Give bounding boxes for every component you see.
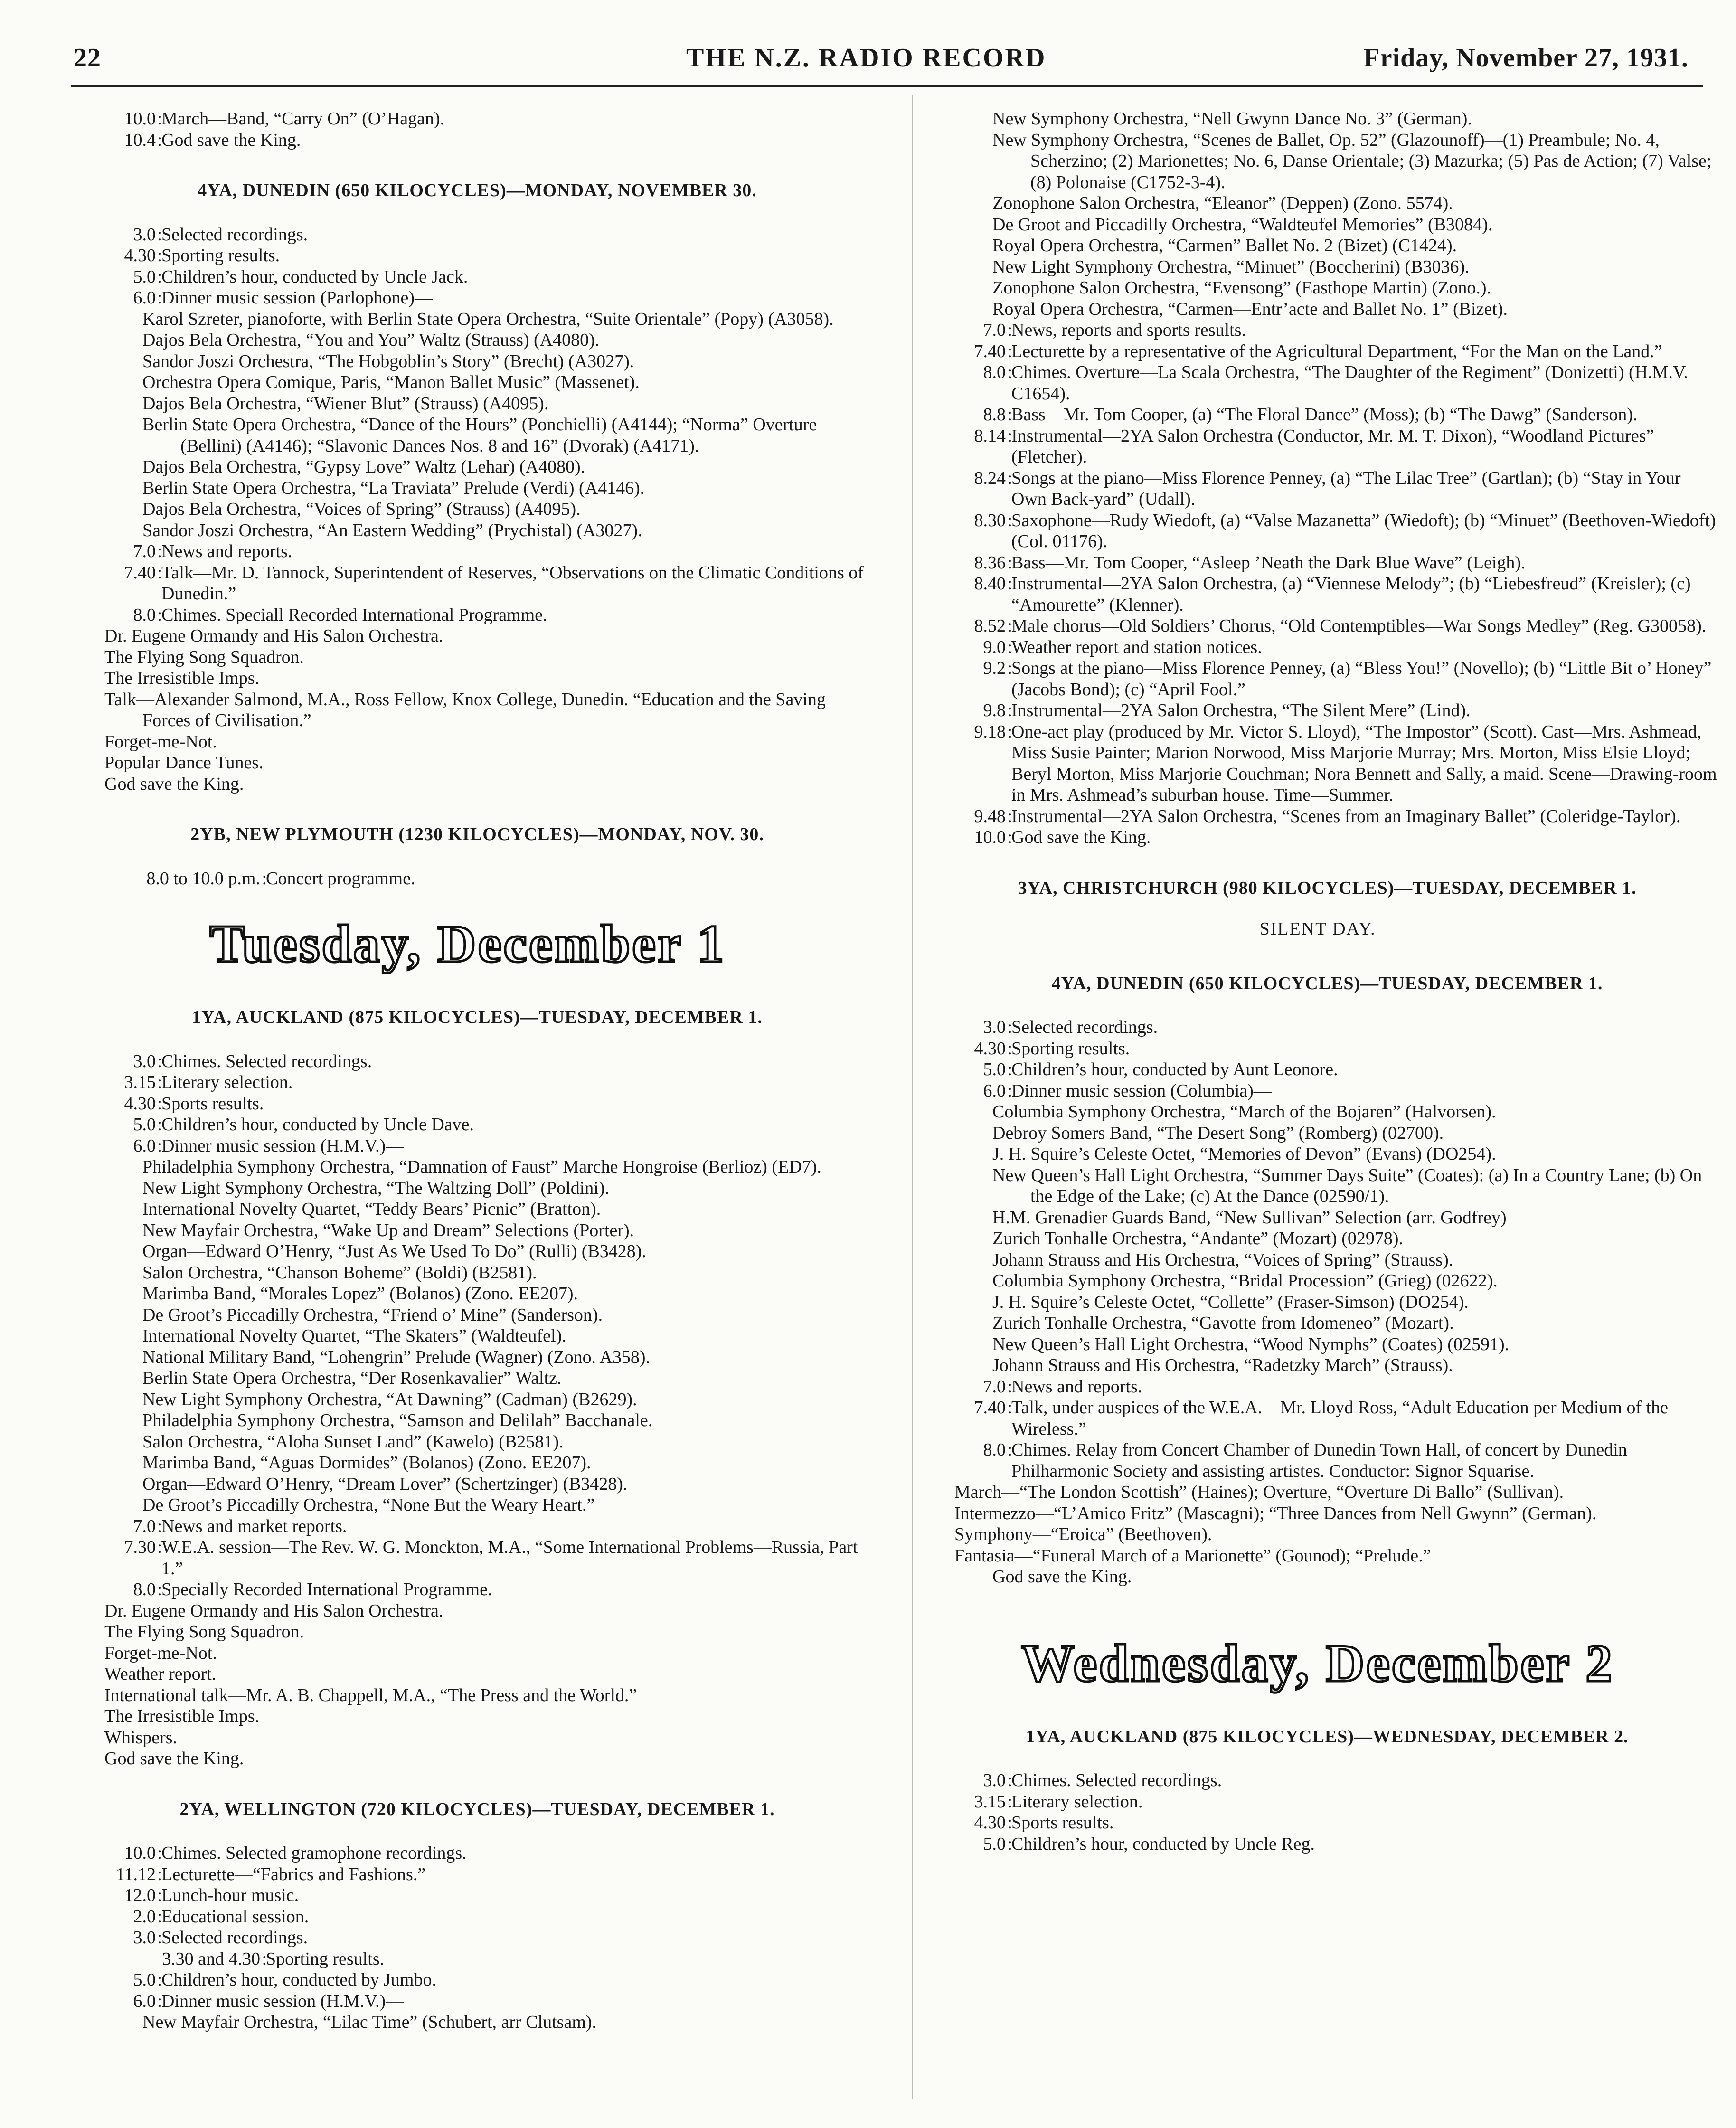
programme-list [66, 541, 869, 625]
programme-list [916, 1017, 1719, 1101]
programme-item: 9.0 : Weather report and station notices. [916, 637, 1719, 658]
sub-item: God save the King. [104, 1749, 244, 1769]
music-item: H.M. Grenadier Guards Band, “New Sullivan” Selection (arr. Godfrey) [992, 1207, 1507, 1228]
programme-list [916, 1376, 1719, 1482]
music-item: Zonophone Salon Orchestra, “Evensong” (Easthope Martin) (Zono.). [992, 278, 1491, 298]
programme-item: 6.0 : Dinner music session (H.M.V.)— [66, 1135, 869, 1157]
music-item: Columbia Symphony Orchestra, “March of the Bojaren” (Halvorsen). [992, 1102, 1496, 1122]
programme-item: 3.0 : Selected recordings. [916, 1017, 1719, 1038]
right-column [916, 108, 1719, 1854]
programme-item: 9.48 : Instrumental—2YA Salon Orchestra, “Scenes from an Imaginary Ballet” (Coleridge-Taylor). [916, 806, 1719, 827]
music-item: Philadelphia Symphony Orchestra, “Samson and Delilah” Bacchanale. [142, 1410, 653, 1430]
music-item: Zurich Tonhalle Orchestra, “Gavotte from Idomeneo” (Mozart). [992, 1313, 1454, 1333]
programme-item: 5.0 : Children’s hour, conducted by Uncle Dave. [66, 1114, 869, 1135]
programme-list [916, 320, 1719, 848]
sub-item: The Flying Song Squadron. [104, 647, 304, 667]
music-item: Salon Orchestra, “Aloha Sunset Land” (Kawelo) (B2581). [142, 1431, 564, 1452]
programme-item: 10.0 : March—Band, “Carry On” (O’Hagan). [66, 108, 869, 130]
closing-item: God save the King. [992, 1567, 1132, 1587]
programme-item: 12.0 : Lunch-hour music. [66, 1885, 869, 1906]
station-heading: 2YA, WELLINGTON (720 KILOCYCLES)—TUESDAY, DECEMBER 1. [179, 1799, 775, 1819]
sub-item: The Irresistible Imps. [104, 1706, 260, 1726]
station-heading: 4YA, DUNEDIN (650 KILOCYCLES)—TUESDAY, DECEMBER 1. [1051, 973, 1603, 993]
station-heading: 3YA, CHRISTCHURCH (980 KILOCYCLES)—TUESDAY, DECEMBER 1. [1018, 878, 1637, 898]
programme-item: 3.15 : Literary selection. [66, 1072, 869, 1093]
programme-item: 8.0 : Specially Recorded International Programme. [66, 1579, 869, 1600]
music-item: J. H. Squire’s Celeste Octet, “Collette” (Fraser-Simson) (DO254). [992, 1292, 1469, 1312]
programme-item: 5.0 : Children’s hour, conducted by Aunt Leonore. [916, 1059, 1719, 1080]
programme-item: 7.40 : Talk—Mr. D. Tannock, Superintendent of Reserves, “Observations on the Climatic Conditions of Dunedin.” [66, 562, 869, 605]
music-item: International Novelty Quartet, “The Skaters” (Waldteufel). [142, 1326, 566, 1346]
programme-list [66, 1051, 869, 1157]
music-item: New Light Symphony Orchestra, “Minuet” (Boccherini) (B3036). [992, 256, 1470, 277]
programme-item: 11.12 : Lecturette—“Fabrics and Fashions.” [66, 1864, 869, 1885]
music-item: Organ—Edward O’Henry, “Just As We Used To Do” (Rulli) (B3428). [142, 1241, 646, 1261]
music-item: Berlin State Opera Orchestra, “La Traviata” Prelude (Verdi) (A4146). [142, 478, 645, 498]
programme-item: 3.30 and 4.30 : Sporting results. [66, 1948, 869, 1970]
music-list [916, 108, 1719, 320]
music-item: Berlin State Opera Orchestra, “Der Rosenkavalier” Waltz. [142, 1368, 562, 1388]
sub-list [66, 625, 869, 794]
music-item: Dajos Bela Orchestra, “Voices of Spring” (Strauss) (A4095). [142, 499, 581, 519]
left-column [66, 108, 869, 2033]
programme-list [66, 224, 869, 309]
music-item: Orchestra Opera Comique, Paris, “Manon Ballet Music” (Massenet). [142, 372, 640, 392]
programme-item: 9.8 : Instrumental—2YA Salon Orchestra, “The Silent Mere” (Lind). [916, 700, 1719, 721]
programme-item: 8.8 : Bass—Mr. Tom Cooper, (a) “The Floral Dance” (Moss); (b) “The Dawg” (Sanderson). [916, 404, 1719, 426]
programme-item: 7.40 : Lecturette by a representative of the Agricultural Department, “For the Man on the Land.” [916, 341, 1719, 362]
music-item: Berlin State Opera Orchestra, “Dance of the Hours” (Ponchielli) (A4144); “Norma” Overture (Bellini) (A4146); “Slavonic Dances Nos. 8 and 16” (Dvorak) (A4171). [142, 415, 817, 456]
programme-item: 3.0 : Chimes. Selected recordings. [916, 1770, 1719, 1791]
programme-item: 3.0 : Selected recordings. [66, 1927, 869, 1948]
sub-item: Talk—Alexander Salmond, M.A., Ross Fellow, Knox College, Dunedin. “Education and the Saving Forces of Civilisation.” [104, 689, 826, 730]
music-list [66, 2012, 869, 2033]
music-item: Sandor Joszi Orchestra, “An Eastern Wedding” (Prychistal) (A3027). [142, 520, 642, 540]
sub-item: Popular Dance Tunes. [104, 753, 264, 773]
column-divider [912, 95, 913, 2099]
music-item: Dajos Bela Orchestra, “You and You” Waltz (Strauss) (A4080). [142, 330, 600, 350]
header-rule [71, 85, 1703, 87]
programme-item: 7.0 : News and reports. [66, 541, 869, 562]
sub-item: Forget-me-Not. [104, 731, 217, 752]
programme-item: 5.0 : Children’s hour, conducted by Uncle Jack. [66, 266, 869, 288]
music-item: Dajos Bela Orchestra, “Gypsy Love” Waltz (Lehar) (A4080). [142, 457, 585, 477]
music-item: Karol Szreter, pianoforte, with Berlin State Opera Orchestra, “Suite Orientale” (Popy) (A3058). [142, 309, 834, 329]
programme-item: 7.40 : Talk, under auspices of the W.E.A.—Mr. Lloyd Ross, “Adult Education per Medium of the Wireless.” [916, 1397, 1719, 1439]
sub-item: Intermezzo—“L’Amico Fritz” (Mascagni); “Three Dances from Nell Gwynn” (German). [954, 1503, 1597, 1523]
programme-item: 4.30 : Sporting results. [66, 245, 869, 266]
music-item: Marimba Band, “Morales Lopez” (Bolanos) (Zono. EE207). [142, 1284, 578, 1304]
programme-item: 9.18 : One-act play (produced by Mr. Victor S. Lloyd), “The Impostor” (Scott). Cast—Mrs. Ashmead, Miss Susie Painter; Marion Norwood, Miss Marjorie Murray; Mrs. Morton, Miss Elsie Lloyd; Beryl Morton, Miss Marjorie Couchman; Nora Bennett and Sally, a maid. Scene—Drawing-room in Mrs. Ashmead’s suburban house. Time—Summer. [916, 721, 1719, 806]
programme-item: 5.0 : Children’s hour, conducted by Uncle Reg. [916, 1834, 1719, 1855]
sub-item: Fantasia—“Funeral March of a Marionette” (Gounod); “Prelude.” [954, 1545, 1431, 1566]
music-item: New Symphony Orchestra, “Scenes de Ballet, Op. 52” (Glazounoff)—(1) Preambule; No. 4, Scherzino; (2) Marionettes; No. 6, Danse Orientale; (3) Mazurka; (5) Pas de Action; (7) Valse; (8) Polonaise (C1752-3-4). [992, 130, 1712, 192]
music-item: Royal Opera Orchestra, “Carmen” Ballet No. 2 (Bizet) (C1424). [992, 236, 1457, 255]
music-item: International Novelty Quartet, “Teddy Bears’ Picnic” (Bratton). [142, 1199, 601, 1219]
programme-item: 3.0 : Chimes. Selected recordings. [66, 1051, 869, 1072]
music-item: De Groot’s Piccadilly Orchestra, “None But the Weary Heart.” [142, 1495, 595, 1515]
programme-list [66, 108, 869, 151]
programme-item: 4.30 : Sports results. [916, 1812, 1719, 1834]
programme-list [66, 1516, 869, 1600]
page-number: 22 [74, 43, 101, 73]
sub-list [66, 1600, 869, 1769]
sub-item: The Flying Song Squadron. [104, 1622, 304, 1642]
music-item: New Queen’s Hall Light Orchestra, “Wood Nymphs” (Coates) (02591). [992, 1334, 1510, 1354]
programme-item: 7.30 : W.E.A. session—The Rev. W. G. Monckton, M.A., “Some International Problems—Russia, Part 1.” [66, 1537, 869, 1579]
station-heading: 2YB, NEW PLYMOUTH (1230 KILOCYCLES)—MONDAY, NOV. 30. [190, 824, 764, 844]
music-item: New Mayfair Orchestra, “Wake Up and Dream” Selections (Porter). [142, 1220, 634, 1240]
sub-item: God save the King. [104, 774, 244, 794]
programme-item: 3.0 : Selected recordings. [66, 224, 869, 246]
sub-item: Dr. Eugene Ormandy and His Salon Orchestra. [104, 1600, 443, 1621]
programme-item: 10.0 : God save the King. [916, 827, 1719, 848]
programme-item: 7.0 : News and reports. [916, 1376, 1719, 1398]
programme-item: 10.0 : Chimes. Selected gramophone recordings. [66, 1843, 869, 1864]
music-list [916, 1101, 1719, 1376]
programme-item: 8.40 : Instrumental—2YA Salon Orchestra, (a) “Viennese Melody”; (b) “Liebesfreud” (Kreisler); (c) “Amourette” (Klenner). [916, 573, 1719, 615]
music-item: De Groot and Piccadilly Orchestra, “Waldteufel Memories” (B3084). [992, 214, 1493, 235]
programme-item: 9.2 : Songs at the piano—Miss Florence Penney, (a) “Bless You!” (Novello); (b) “Little Bit o’ Honey” (Jacobs Bond); (c) “April Fool.” [916, 658, 1719, 700]
programme-item: 4.30 : Sports results. [66, 1093, 869, 1115]
sub-list [916, 1482, 1719, 1566]
programme-item: 5.0 : Children’s hour, conducted by Jumbo. [66, 1969, 869, 1991]
station-heading: 1YA, AUCKLAND (875 KILOCYCLES)—TUESDAY, DECEMBER 1. [192, 1007, 763, 1027]
programme-item: 4.30 : Sporting results. [916, 1038, 1719, 1059]
sub-item: Forget-me-Not. [104, 1643, 217, 1663]
music-item: New Symphony Orchestra, “Nell Gwynn Dance No. 3” (German). [992, 109, 1472, 129]
music-item: Zonophone Salon Orchestra, “Eleanor” (Deppen) (Zono. 5574). [992, 193, 1453, 213]
issue-date: Friday, November 27, 1931. [1363, 43, 1689, 73]
programme-item: 7.0 : News and market reports. [66, 1516, 869, 1537]
music-item: Dajos Bela Orchestra, “Wiener Blut” (Strauss) (A4095). [142, 393, 549, 414]
programme-item: 8.30 : Saxophone—Rudy Wiedoft, (a) “Valse Mazanetta” (Wiedoft); (b) “Minuet” (Beethoven-Wiedoft) (Col. 01176). [916, 510, 1719, 552]
music-item: Sandor Joszi Orchestra, “The Hobgoblin’s Story” (Brecht) (A3027). [142, 351, 634, 371]
music-item: New Light Symphony Orchestra, “The Waltzing Doll” (Poldini). [142, 1178, 609, 1198]
programme-item: 8.0 to 10.0 p.m. : Concert programme. [66, 868, 869, 889]
music-item: Columbia Symphony Orchestra, “Bridal Procession” (Grieg) (02622). [992, 1271, 1498, 1291]
sub-item: International talk—Mr. A. B. Chappell, M.A., “The Press and the World.” [104, 1685, 637, 1705]
music-item: Royal Opera Orchestra, “Carmen—Entr’acte and Ballet No. 1” (Bizet). [992, 299, 1508, 319]
station-heading: 4YA, DUNEDIN (650 KILOCYCLES)—MONDAY, NOVEMBER 30. [198, 180, 757, 200]
music-item: New Mayfair Orchestra, “Lilac Time” (Schubert, arr Clutsam). [142, 2012, 597, 2032]
music-list [66, 309, 869, 541]
programme-item: 8.52 : Male chorus—Old Soldiers’ Chorus, “Old Contemptibles—War Songs Medley” (Reg. G30058). [916, 615, 1719, 637]
music-item: National Military Band, “Lohengrin” Prelude (Wagner) (Zono. A358). [142, 1347, 651, 1367]
programme-item: 10.4 : God save the King. [66, 130, 869, 151]
programme-item: 2.0 : Educational session. [66, 1906, 869, 1928]
programme-item: 6.0 : Dinner music session (H.M.V.)— [66, 1991, 869, 2012]
silent-day-note: SILENT DAY. [1259, 919, 1376, 939]
music-item: Marimba Band, “Aguas Dormides” (Bolanos) (Zono. EE207). [142, 1453, 591, 1473]
sub-item: The Irresistible Imps. [104, 668, 260, 688]
sub-item: Dr. Eugene Ormandy and His Salon Orchestra. [104, 626, 443, 646]
programme-list [66, 1843, 869, 2012]
music-item: Johann Strauss and His Orchestra, “Voices of Spring” (Strauss). [992, 1249, 1453, 1270]
programme-item: 3.15 : Literary selection. [916, 1791, 1719, 1813]
programme-item: 8.24 : Songs at the piano—Miss Florence Penney, (a) “The Lilac Tree” (Gartlan); (b) “Stay in Your Own Back-yard” (Udall). [916, 468, 1719, 510]
music-item: Organ—Edward O’Henry, “Dream Lover” (Schertzinger) (B3428). [142, 1474, 628, 1494]
programme-item: 8.0 : Chimes. Overture—La Scala Orchestra, “The Daughter of the Regiment” (Donizetti) (H.M.V. C1654). [916, 362, 1719, 404]
sub-item: March—“The London Scottish” (Haines); Overture, “Overture Di Ballo” (Sullivan). [954, 1482, 1564, 1502]
programme-item: 8.36 : Bass—Mr. Tom Cooper, “Asleep ’Neath the Dark Blue Wave” (Leigh). [916, 552, 1719, 574]
programme-item: 8.14 : Instrumental—2YA Salon Orchestra (Conductor, Mr. M. T. Dixon), “Woodland Pictures” (Fletcher). [916, 426, 1719, 468]
day-title: Wednesday, December 2 [1021, 1634, 1614, 1693]
publication-title: THE N.Z. RADIO RECORD [686, 43, 1047, 73]
music-item: New Queen’s Hall Light Orchestra, “Summer Days Suite” (Coates): (a) In a Country Lane; (b) On the Edge of the Lake; (c) At the Dance (02590/1). [992, 1165, 1702, 1206]
programme-item: 8.0 : Chimes. Relay from Concert Chamber of Dunedin Town Hall, of concert by Dunedin Philharmonic Society and assisting artistes. Conductor: Signor Squarise. [916, 1439, 1719, 1482]
station-heading: 1YA, AUCKLAND (875 KILOCYCLES)—WEDNESDAY, DECEMBER 2. [1026, 1726, 1629, 1747]
music-item: Johann Strauss and His Orchestra, “Radetzky March” (Strauss). [992, 1355, 1453, 1375]
programme-item: 7.0 : News, reports and sports results. [916, 320, 1719, 341]
programme-item: 6.0 : Dinner music session (Parlophone)— [66, 287, 869, 309]
music-item: Debroy Somers Band, “The Desert Song” (Romberg) (02700). [992, 1123, 1444, 1143]
music-item: J. H. Squire’s Celeste Octet, “Memories of Devon” (Evans) (DO254). [992, 1144, 1496, 1164]
programme-item: 6.0 : Dinner music session (Columbia)— [916, 1080, 1719, 1102]
music-item: New Light Symphony Orchestra, “At Dawning” (Cadman) (B2629). [142, 1389, 637, 1409]
music-list [66, 1156, 869, 1516]
programme-list [916, 1770, 1719, 1854]
sub-item: Symphony—“Eroica” (Beethoven). [954, 1524, 1212, 1544]
day-title: Tuesday, December 1 [209, 915, 726, 974]
sub-item: Whispers. [104, 1727, 178, 1748]
music-item: De Groot’s Piccadilly Orchestra, “Friend o’ Mine” (Sanderson). [142, 1305, 603, 1325]
sub-item: Weather report. [104, 1664, 217, 1684]
music-item: Zurich Tonhalle Orchestra, “Andante” (Mozart) (02978). [992, 1229, 1404, 1248]
programme-item: 8.0 : Chimes. Speciall Recorded International Programme. [66, 605, 869, 626]
page-header [74, 43, 1689, 85]
music-item: Salon Orchestra, “Chanson Boheme” (Boldi) (B2581). [142, 1262, 537, 1283]
music-item: Philadelphia Symphony Orchestra, “Damnation of Faust” Marche Hongroise (Berlioz) (ED7). [142, 1157, 821, 1177]
